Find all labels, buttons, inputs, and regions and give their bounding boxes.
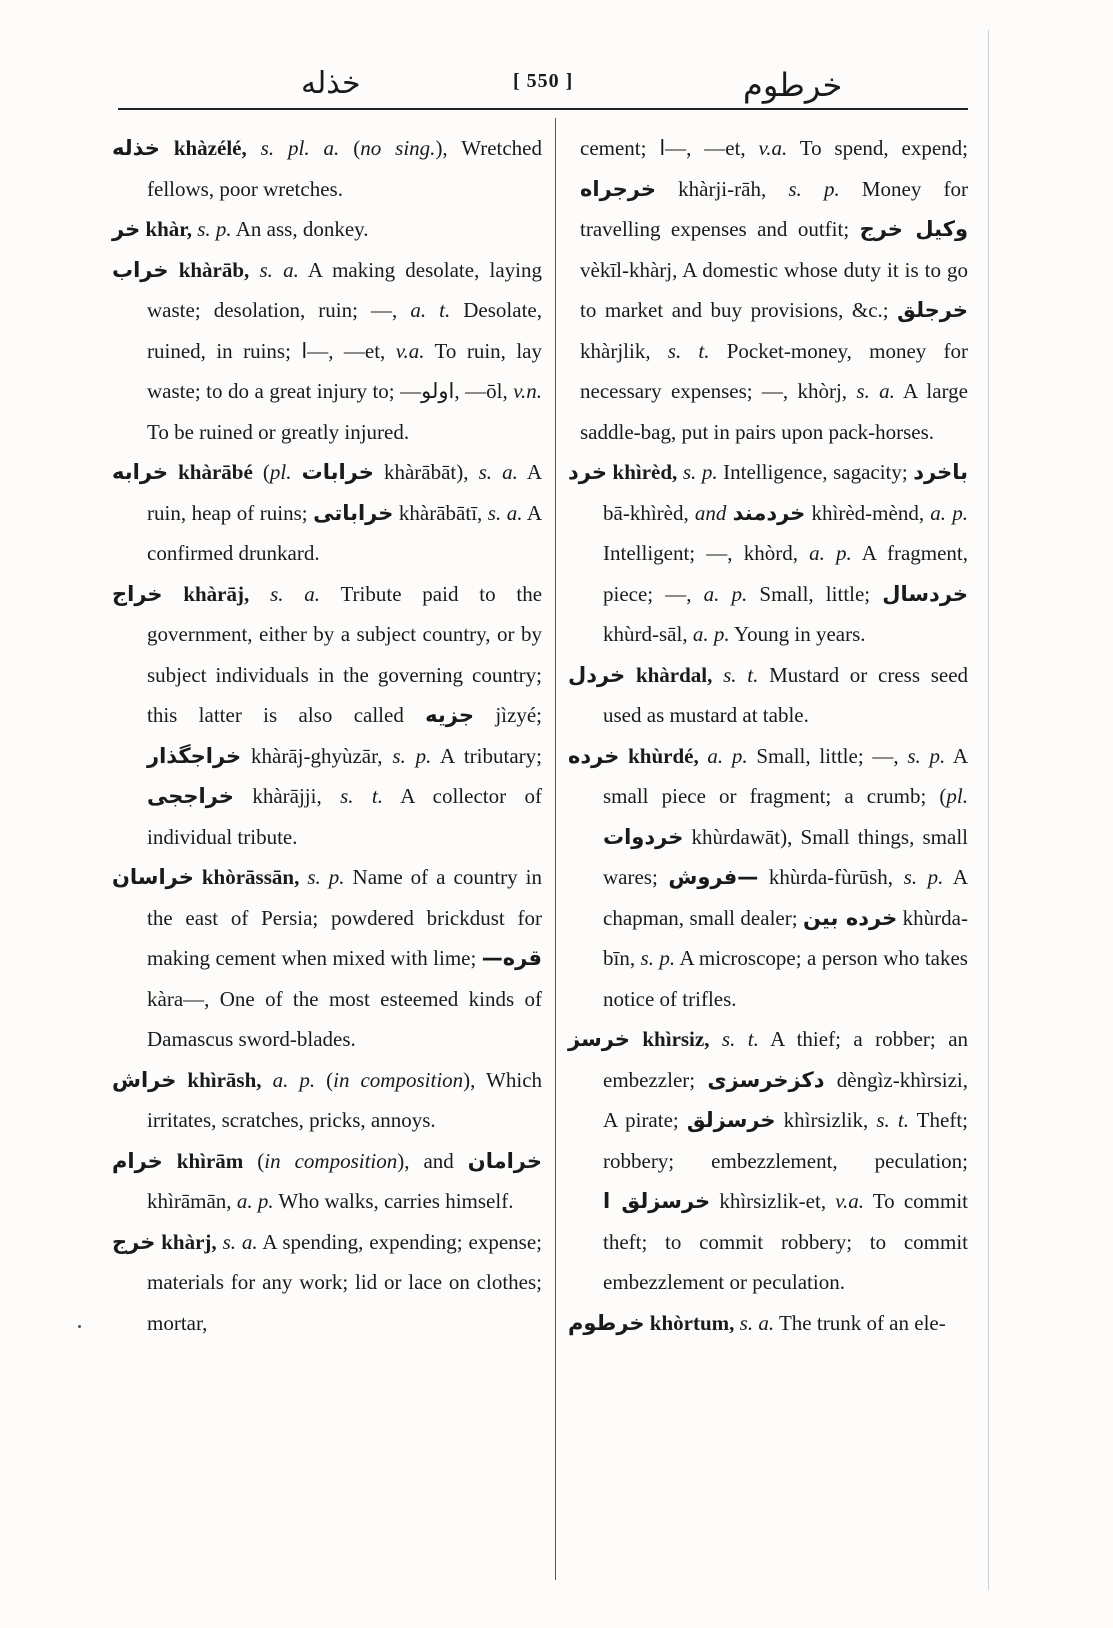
- entry-arabic-headword: خرج: [112, 1229, 156, 1254]
- dictionary-entry: [568, 1019, 968, 1303]
- entry-definition: khùrdé, a. p. Small, little; —, s. p. A small piece or fragment; a crumb; (pl. خردوات khùrdawāt), Small things, small wares; —فروش khùrda-fùrūsh, s. p. A chapman, small dealer; خرده بین khùrda-bīn, s. p. A microscope; a person who takes notice of trifles.: [603, 743, 968, 1011]
- entry-definition: khòrāssān, s. p. Name of a country in the east of Persia; powdered brickdust for making cement when mixed with lime; قره— kàra—, One of the most esteemed kinds of Damascus sword-blades.: [147, 865, 542, 1051]
- entry-definition: cement; ا—, —et, v.a. To spend, expend; خرجراه khàrji-rāh, s. p. Money for travelling expenses and outfit; وکیل خرج vèkīl-khàrj, A domestic whose duty it is to go to market and buy provisions, &c.; خرجلق khàrjlik, s. t. Pocket-money, money for necessary expenses; —, khòrj, s. a. A large saddle-bag, put in pairs upon pack-horses.: [580, 136, 969, 444]
- dictionary-entry: [568, 655, 968, 736]
- entry-definition: khìrām (in composition), and خرامان khìrāmān, a. p. Who walks, carries himself.: [147, 1148, 543, 1213]
- dictionary-entry: [112, 857, 542, 1060]
- entry-arabic-headword: خراسان: [112, 865, 194, 889]
- dictionary-entry: [568, 1303, 968, 1344]
- entry-arabic-headword: خر: [112, 217, 141, 241]
- entry-definition: khàzélé, s. pl. a. (no sing.), Wretched fellows, poor wretches.: [147, 136, 543, 201]
- entry-arabic-headword: خردل: [568, 662, 626, 687]
- dictionary-entry: [112, 1141, 542, 1222]
- entry-arabic-headword: خرسز: [568, 1027, 630, 1051]
- entry-arabic-headword: خرد: [568, 460, 607, 484]
- entry-arabic-headword: خراش: [112, 1067, 177, 1092]
- entry-definition: khàrāb, s. a. A making desolate, laying waste; desolation, ruin; —, a. t. Desolate, ruined, in ruins; ا—, —et, v.a. To ruin, lay waste; to do a great injury to; —اولو, —ōl, v.n. To be ruined or greatly injured.: [147, 257, 542, 444]
- dictionary-entry: [112, 1222, 542, 1344]
- entry-definition: khìrèd, s. p. Intelligence, sagacity; باخرد bā-khìrèd, and خردمند khìrèd-mènd, a. p. Intelligent; —, khòrd, a. p. A fragment, piece; —, a. p. Small, little; خردسال khùrd-sāl, a. p. Young in years.: [603, 460, 969, 646]
- header-right-catchword: خرطوم: [743, 66, 843, 104]
- page-edge-line: [988, 30, 989, 1590]
- right-column: [568, 128, 968, 1343]
- dictionary-entry: [112, 1060, 542, 1141]
- entry-definition: khàr, s. p. An ass, donkey.: [145, 217, 369, 241]
- entry-definition: khàrdal, s. t. Mustard or cress seed used as mustard at table.: [603, 662, 969, 727]
- entry-arabic-headword: خراب: [112, 257, 169, 282]
- margin-speck: [78, 1325, 81, 1328]
- page-number: [ 550 ]: [513, 70, 574, 92]
- dictionary-entry: [568, 452, 968, 655]
- column-divider: [555, 118, 556, 1580]
- entry-definition: khìrāsh, a. p. (in composition), Which irritates, scratches, pricks, annoys.: [147, 1067, 543, 1132]
- entry-arabic-headword: خرطوم: [568, 1310, 645, 1335]
- entry-arabic-headword: خرابه: [112, 460, 169, 484]
- entry-definition: khìrsiz, s. t. A thief; a robber; an embezzler; دکزخرسزی dèngìz-khìrsizi, A pirate; خرسزلق khìrsizlik, s. t. Theft; robbery; embezzlement, peculation; خرسزلق ا khìrsizlik-et, v.a. To commit theft; to commit robbery; to commit embezzlement or peculation.: [603, 1027, 969, 1294]
- entry-arabic-headword: خراج: [112, 581, 163, 606]
- header-left-catchword: خذله: [301, 66, 361, 101]
- dictionary-entry: [568, 128, 968, 452]
- dictionary-entry: [112, 128, 542, 209]
- dictionary-entry: [112, 250, 542, 453]
- entry-arabic-headword: خذله: [112, 136, 160, 160]
- entry-definition: khàrāj, s. a. Tribute paid to the government, either by a subject country, or by subject individuals in the governing country; this latter is also called جزیه jìzyé; خراجگذار khàrāj-ghyùzār, s. p. A tributary; خراججی khàrājji, s. t. A collector of individual tribute.: [147, 581, 543, 849]
- entry-arabic-headword: خرام: [112, 1148, 163, 1173]
- left-column: [112, 128, 542, 1343]
- entry-arabic-headword: خرده: [568, 743, 620, 768]
- dictionary-entry: [568, 736, 968, 1020]
- header-rule: [118, 108, 968, 110]
- dictionary-entry: [112, 209, 542, 250]
- entry-definition: khòrtum, s. a. The trunk of an ele-: [649, 1310, 946, 1335]
- page-header: [118, 62, 968, 106]
- dictionary-entry: [112, 452, 542, 574]
- entry-definition: khàrābé (pl. خرابات khàrābāt), s. a. A ruin, heap of ruins; خراباتی khàrābātī, s. a. A confirmed drunkard.: [147, 460, 542, 565]
- dictionary-entry: [112, 574, 542, 858]
- entry-definition: khàrj, s. a. A spending, expending; expense; materials for any work; lid or lace on clothes; mortar,: [147, 1229, 542, 1335]
